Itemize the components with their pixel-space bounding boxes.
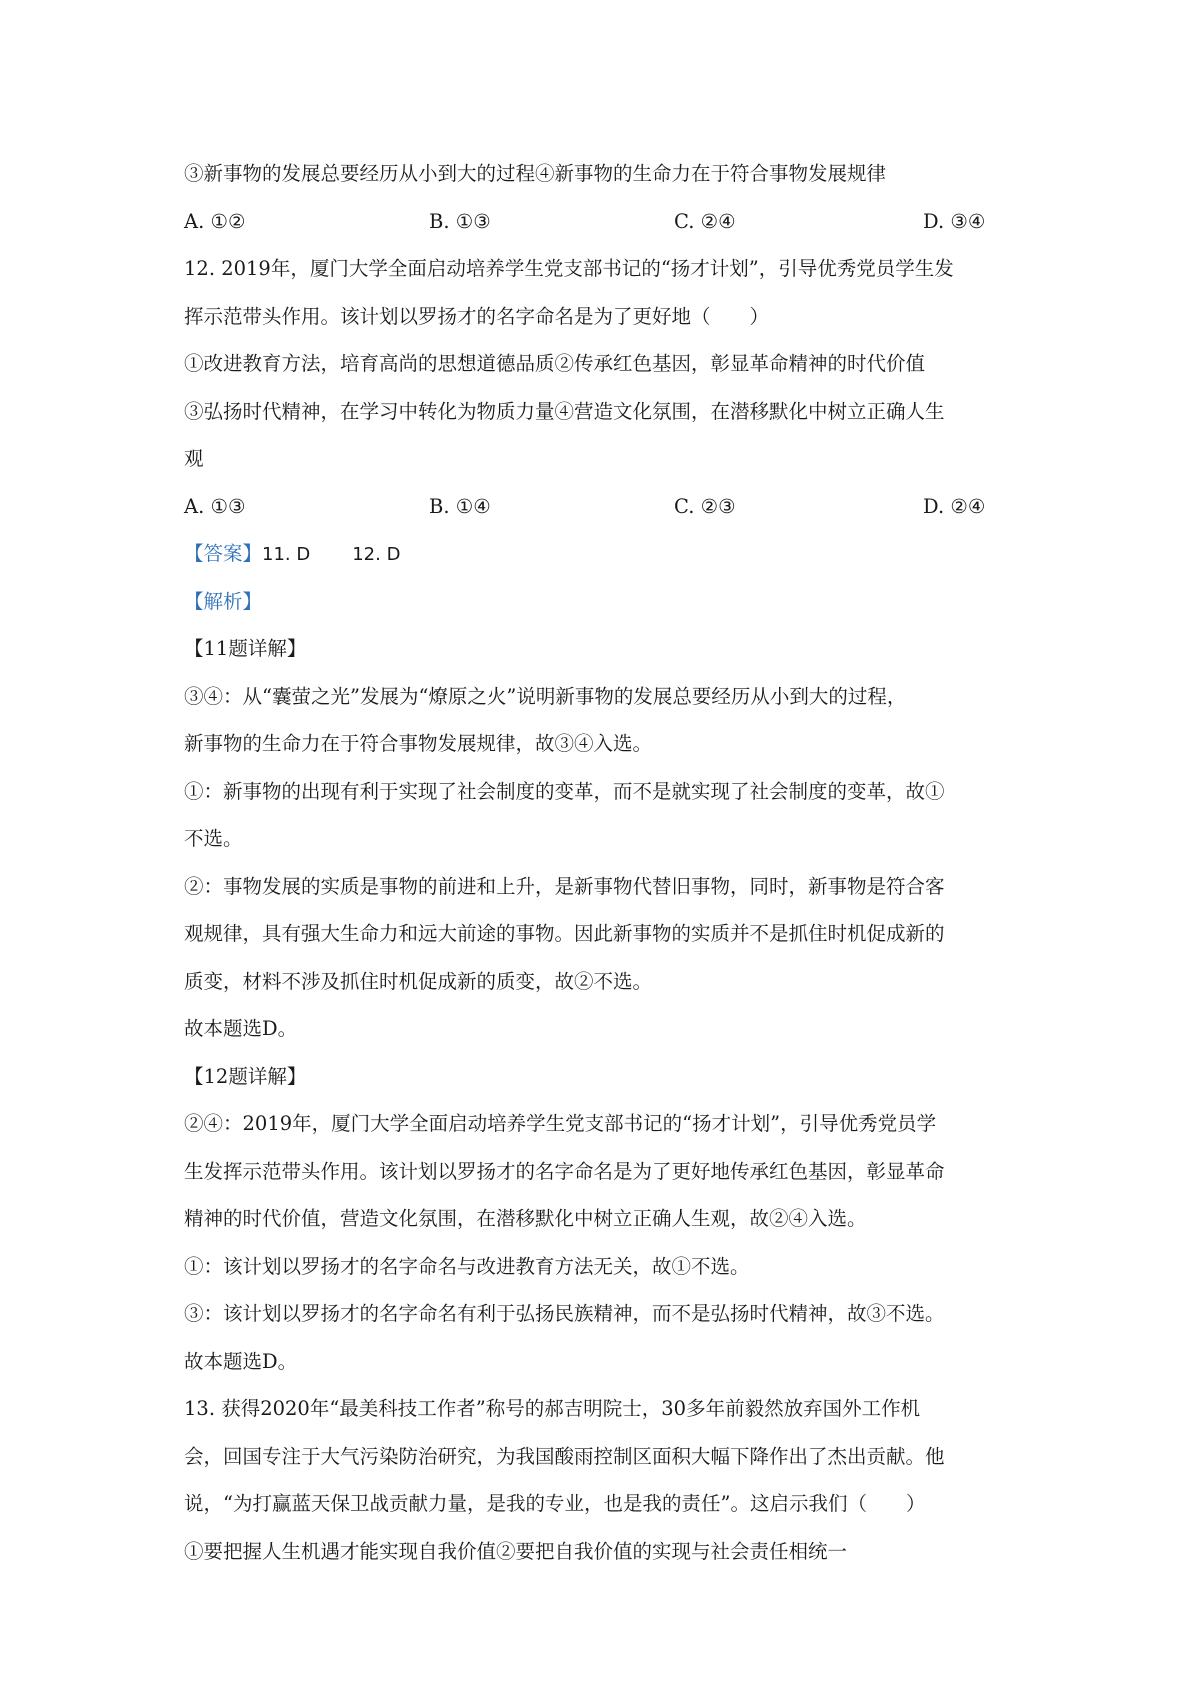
- q12-choice-d: D. ②④: [923, 494, 986, 518]
- q11-option-line: ③新事物的发展总要经历从小到大的过程④新事物的生命力在于符合事物发展规律: [184, 162, 887, 185]
- detail12-line: ②④：2019年，厦门大学全面启动培养学生党支部书记的“扬才计划”，引导优秀党员学: [184, 1112, 937, 1135]
- detail12-conclusion: 故本题选D。: [184, 1349, 298, 1373]
- q13-stem-line: 说，“为打赢蓝天保卫战贡献力量，是我的专业，也是我的责任”。这启示我们（ ）: [184, 1492, 926, 1515]
- detail12-header: 【12题详解】: [184, 1064, 307, 1088]
- q13-stem-line: 13. 获得2020年“最美科技工作者”称号的郝吉明院士，30多年前毅然放弃国外工作机: [184, 1397, 921, 1420]
- q11-choice-d: D. ③④: [923, 209, 986, 233]
- detail11-line: 新事物的生命力在于符合事物发展规律，故③④入选。: [184, 732, 653, 755]
- q13-option-line: ①要把握人生机遇才能实现自我价值②要把自我价值的实现与社会责任相统一: [184, 1539, 848, 1563]
- detail11-line: 质变，材料不涉及抓住时机促成新的质变，故②不选。: [184, 969, 653, 993]
- answer-12: 12. D: [352, 544, 401, 565]
- detail12-line: 生发挥示范带头作用。该计划以罗扬才的名字命名是为了更好地传承红色基因，彰显革命: [184, 1159, 945, 1183]
- analysis-label: 【解析】: [184, 589, 263, 613]
- detail11-conclusion: 故本题选D。: [184, 1017, 298, 1040]
- q11-choices: [184, 198, 1044, 246]
- q12-option-line: 观: [184, 447, 204, 470]
- detail11-line: ③④：从“囊萤之光”发展为“燎原之火”说明新事物的发展总要经历从小到大的过程，: [184, 684, 907, 708]
- q11-choice-b: B. ①③: [429, 209, 491, 233]
- q12-option-line: ①改进教育方法，培育高尚的思想道德品质②传承红色基因，彰显革命精神的时代价值: [184, 352, 926, 375]
- q12-option-line: ③弘扬时代精神，在学习中转化为物质力量④营造文化氛围，在潜移默化中树立正确人生: [184, 399, 945, 423]
- answer-line: [184, 530, 1044, 578]
- q11-choice-c: C. ②④: [674, 209, 736, 233]
- q11-choice-a: A. ①②: [184, 209, 246, 233]
- detail11-line: 不选。: [184, 827, 243, 850]
- q12-choices: [184, 483, 1044, 531]
- q12-choice-b: B. ①④: [429, 494, 491, 518]
- q12-stem-line: 挥示范带头作用。该计划以罗扬才的名字命名是为了更好地（ ）: [184, 304, 770, 328]
- detail11-line: 观规律，具有强大生命力和远大前途的事物。因此新事物的实质并不是抓住时机促成新的: [184, 922, 945, 945]
- q12-choice-a: A. ①③: [184, 494, 246, 518]
- answer-label: 【答案】: [184, 542, 263, 565]
- detail11-line: ①：新事物的出现有利于实现了社会制度的变革，而不是就实现了社会制度的变革，故①: [184, 779, 945, 803]
- detail12-line: 精神的时代价值，营造文化氛围，在潜移默化中树立正确人生观，故②④入选。: [184, 1207, 867, 1230]
- q12-stem-line: 12. 2019年，厦门大学全面启动培养学生党支部书记的“扬才计划”，引导优秀党员学生发: [184, 257, 954, 280]
- detail12-line: ①：该计划以罗扬才的名字命名与改进教育方法无关，故①不选。: [184, 1254, 750, 1278]
- detail12-line: ③：该计划以罗扬才的名字命名有利于弘扬民族精神，而不是弘扬时代精神，故③不选。: [184, 1302, 945, 1325]
- q13-stem-line: 会，回国专注于大气污染防治研究，为我国酸雨控制区面积大幅下降作出了杰出贡献。他: [184, 1444, 945, 1468]
- q12-choice-c: C. ②③: [674, 494, 736, 518]
- detail11-line: ②：事物发展的实质是事物的前进和上升，是新事物代替旧事物，同时，新事物是符合客: [184, 874, 945, 898]
- detail11-header: 【11题详解】: [184, 637, 307, 660]
- document-body: [184, 150, 1044, 1575]
- answer-11: 11. D: [262, 544, 311, 565]
